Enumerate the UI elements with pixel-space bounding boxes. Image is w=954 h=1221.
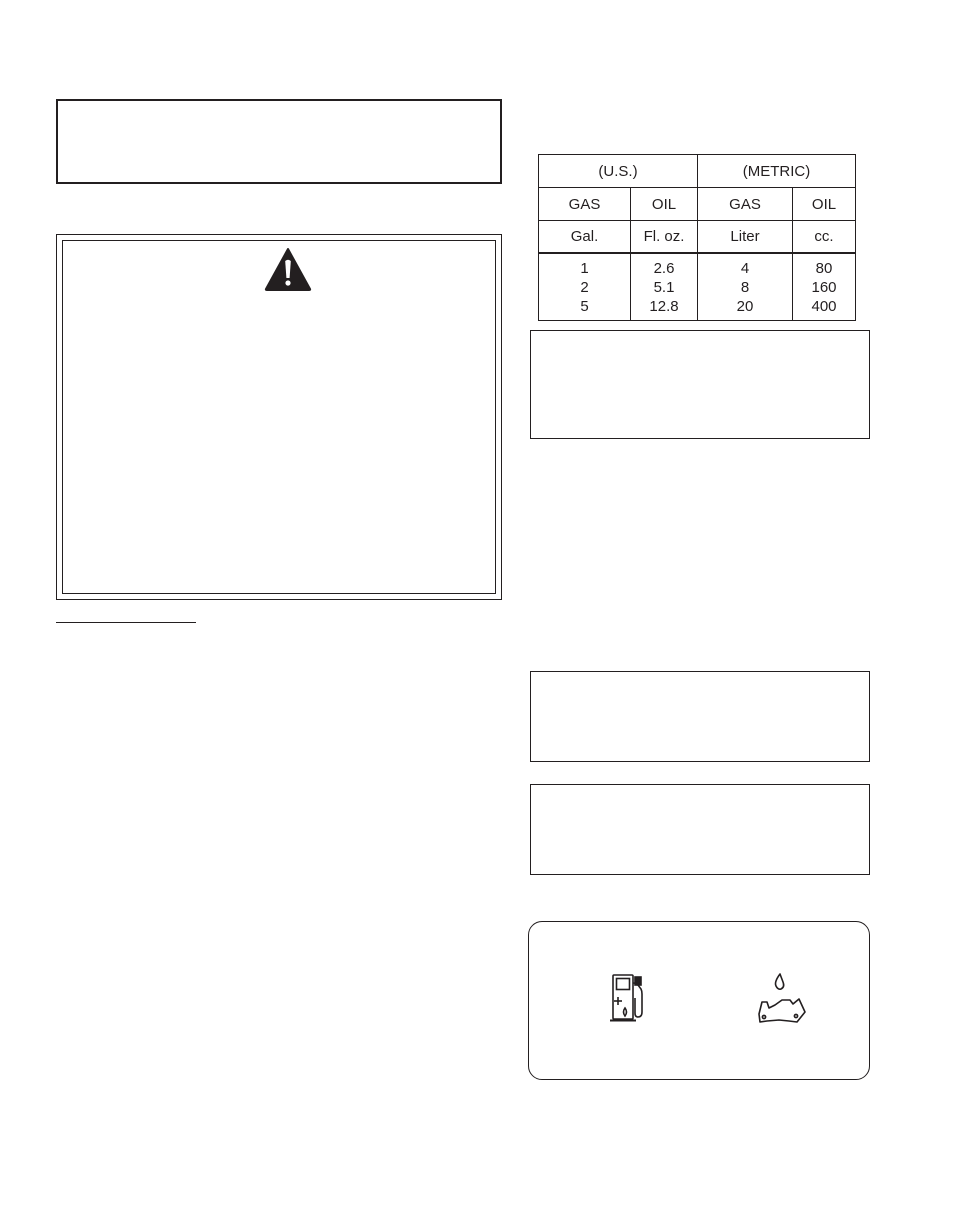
- table-value: 2: [580, 278, 589, 296]
- table-cell-gas-metric: [698, 253, 793, 321]
- warning-box: [56, 234, 502, 600]
- note-box: [530, 671, 870, 762]
- table-header-us: (U.S.): [539, 155, 698, 188]
- table-cell-oil-us: [631, 253, 698, 321]
- table-value: 5: [580, 297, 589, 315]
- table-value: 160: [811, 278, 837, 296]
- warning-triangle-icon: [264, 247, 312, 291]
- column-header-gas-metric: GAS: [698, 188, 793, 221]
- table-value: 2.6: [653, 259, 675, 277]
- table-cell-oil-metric: [793, 253, 856, 321]
- table-header-metric: (METRIC): [698, 155, 856, 188]
- section-heading-underline: [56, 622, 196, 623]
- table-value: 80: [815, 259, 833, 277]
- fuel-mix-table: [538, 154, 856, 321]
- column-header-gas-us: GAS: [539, 188, 631, 221]
- note-box: [530, 784, 870, 875]
- fuel-oil-label-panel: [528, 921, 870, 1080]
- note-box: [530, 330, 870, 439]
- unit-liters: Liter: [698, 221, 793, 254]
- table-cell-gas-us: [539, 253, 631, 321]
- notice-box: [56, 99, 502, 184]
- table-value: 1: [580, 259, 589, 277]
- table-value: 8: [740, 278, 750, 296]
- column-header-oil-metric: OIL: [793, 188, 856, 221]
- unit-cc: cc.: [793, 221, 856, 254]
- column-header-oil-us: OIL: [631, 188, 698, 221]
- table-value: 20: [736, 297, 754, 315]
- fuel-pump-icon: [609, 972, 647, 1024]
- warning-box-inner-border: [62, 240, 496, 594]
- table-value: 4: [740, 259, 750, 277]
- chain-oil-icon: [755, 970, 809, 1030]
- unit-fluid-ounces: Fl. oz.: [631, 221, 698, 254]
- table-value: 400: [811, 297, 837, 315]
- table-value: 12.8: [649, 297, 679, 315]
- unit-gallons: Gal.: [539, 221, 631, 254]
- table-value: 5.1: [653, 278, 675, 296]
